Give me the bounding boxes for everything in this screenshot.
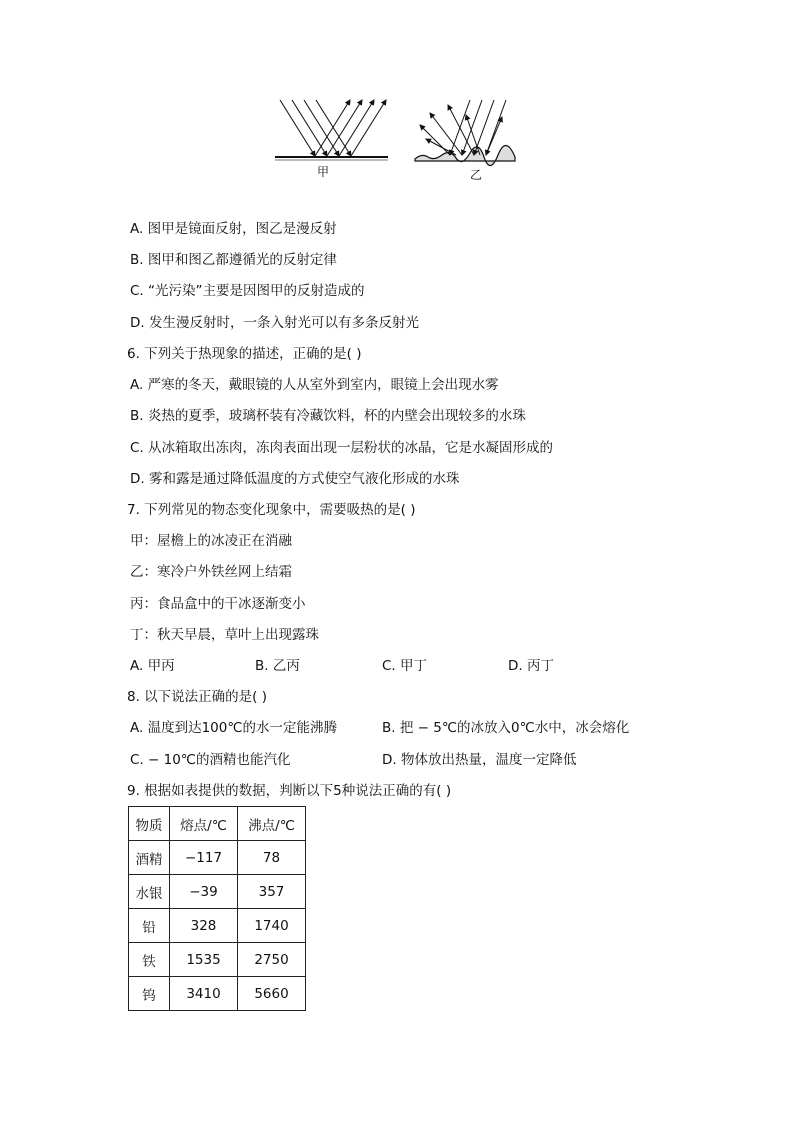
table-cell: 3410 [170, 977, 238, 1011]
q9-stem: 9. 根据如表提供的数据，判断以下5种说法正确的有( ) [127, 783, 452, 799]
table-cell: 1535 [170, 943, 238, 977]
diffuse-reflection-diagram [415, 100, 515, 166]
table-row [129, 875, 306, 909]
q5-option-d: D. 发生漫反射时，一条入射光可以有多条反射光 [130, 315, 419, 331]
q6-option-b: B. 炎热的夏季，玻璃杯装有冷藏饮料，杯的内壁会出现较多的水珠 [130, 408, 526, 424]
table-cell: 328 [170, 909, 238, 943]
q6-option-a: A. 严寒的冬天，戴眼镜的人从室外到室内，眼镜上会出现水雾 [130, 377, 499, 393]
table-cell: −39 [170, 875, 238, 909]
table-row [129, 841, 306, 875]
q7-item-bing: 丙：食品盒中的干冰逐渐变小 [130, 596, 306, 612]
table-cell: 水银 [129, 875, 170, 909]
table-cell: −117 [170, 841, 238, 875]
q7-item-yi: 乙：寒冷户外铁丝网上结霜 [130, 564, 292, 580]
q7-option-d: D. 丙丁 [508, 658, 554, 674]
q7-item-jia: 甲：屋檐上的冰凌正在消融 [130, 533, 292, 549]
melting-boiling-table [128, 806, 306, 1011]
table-cell: 5660 [238, 977, 306, 1011]
table-cell: 酒精 [129, 841, 170, 875]
table-header: 物质 [129, 807, 170, 841]
q7-stem: 7. 下列常见的物态变化现象中，需要吸热的是( ) [127, 502, 416, 518]
q7-option-c: C. 甲丁 [382, 658, 428, 674]
q7-option-a: A. 甲丙 [130, 658, 175, 674]
table-row [129, 977, 306, 1011]
table-cell: 1740 [238, 909, 306, 943]
table-cell: 钨 [129, 977, 170, 1011]
figure-label-jia: 甲 [317, 165, 330, 179]
table-header: 熔点/℃ [170, 807, 238, 841]
q5-option-a: A. 图甲是镜面反射，图乙是漫反射 [130, 221, 337, 237]
q8-option-a: A. 温度到达100℃的水一定能沸腾 [130, 720, 338, 736]
table-cell: 357 [238, 875, 306, 909]
table-row [129, 943, 306, 977]
table-cell: 78 [238, 841, 306, 875]
q6-option-c: C. 从冰箱取出冻肉，冻肉表面出现一层粉状的冰晶，它是水凝固形成的 [130, 440, 554, 456]
table-cell: 铅 [129, 909, 170, 943]
q8-option-c: C. − 10℃的酒精也能汽化 [130, 752, 291, 768]
q6-option-d: D. 雾和露是通过降低温度的方式使空气液化形成的水珠 [130, 471, 460, 487]
q8-stem: 8. 以下说法正确的是( ) [127, 689, 267, 705]
q7-item-ding: 丁：秋天早晨，草叶上出现露珠 [130, 627, 319, 643]
q5-option-c: C. “光污染”主要是因图甲的反射造成的 [130, 283, 365, 299]
figure-label-yi: 乙 [470, 168, 483, 182]
table-cell: 2750 [238, 943, 306, 977]
reflection-diagrams-svg [270, 95, 530, 185]
table-cell: 铁 [129, 943, 170, 977]
specular-reflection-diagram [275, 100, 388, 160]
q8-option-d: D. 物体放出热量，温度一定降低 [382, 752, 577, 768]
q7-option-b: B. 乙丙 [255, 658, 300, 674]
table-row [129, 909, 306, 943]
q8-option-b: B. 把 − 5℃的冰放入0℃水中，冰会熔化 [382, 720, 630, 736]
q6-stem: 6. 下列关于热现象的描述，正确的是( ) [127, 346, 362, 362]
table-header: 沸点/℃ [238, 807, 306, 841]
reflection-figure [270, 95, 530, 185]
q5-option-b: B. 图甲和图乙都遵循光的反射定律 [130, 252, 337, 268]
table-header-row [129, 807, 306, 841]
